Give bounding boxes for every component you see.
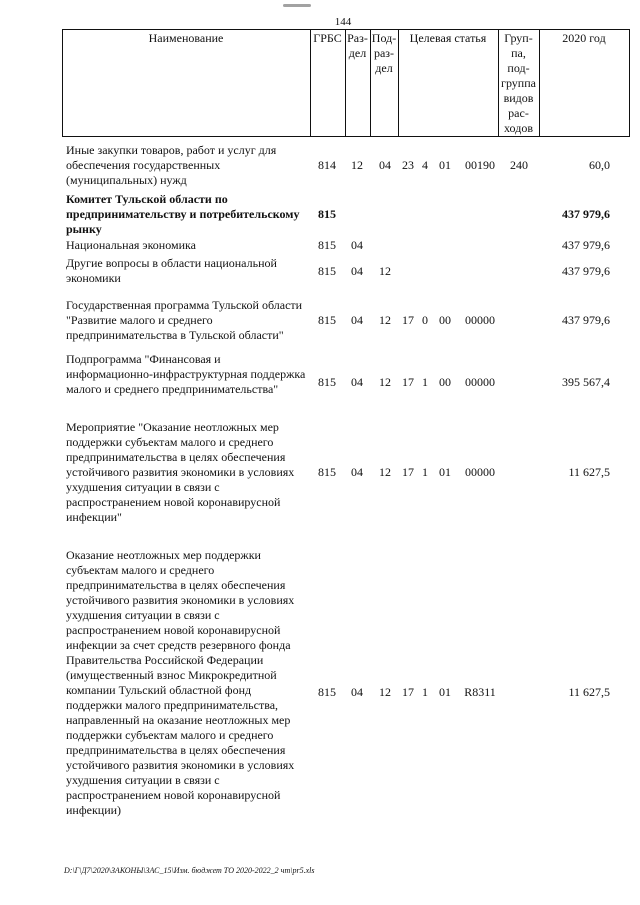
row-grbs: 815 bbox=[318, 313, 336, 327]
row-cs4: 00000 bbox=[465, 313, 495, 327]
row-podrazdel: 12 bbox=[379, 313, 391, 327]
row-cs4: 00190 bbox=[465, 158, 495, 172]
row-sum: 60,0 bbox=[589, 158, 610, 172]
row-cs2: 1 bbox=[422, 465, 428, 479]
row-razdel: 04 bbox=[351, 685, 363, 699]
row-name: Государственная программа Тульской области "Развитие малого и среднего предпринимательства в Тульской области" bbox=[66, 298, 303, 342]
row-cs2: 1 bbox=[422, 685, 428, 699]
row-sum: 11 627,5 bbox=[568, 685, 610, 699]
header-razdel: Раз- дел bbox=[347, 31, 368, 60]
header-year: 2020 год bbox=[562, 31, 606, 45]
row-grbs: 815 bbox=[318, 375, 336, 389]
row-podrazdel: 12 bbox=[379, 465, 391, 479]
row-sum: 437 979,6 bbox=[562, 238, 610, 252]
row-name: Национальная экономика bbox=[66, 238, 196, 252]
row-cs2: 0 bbox=[422, 313, 428, 327]
row-sum: 437 979,6 bbox=[562, 313, 610, 327]
header-celevaya: Целевая статья bbox=[409, 31, 487, 45]
row-podrazdel: 04 bbox=[379, 158, 391, 172]
row-cs3: 00 bbox=[439, 313, 451, 327]
header-gruppa: Груп- па, под- группа видов рас- ходов bbox=[501, 31, 536, 135]
row-razdel: 04 bbox=[351, 465, 363, 479]
row-podrazdel: 12 bbox=[379, 685, 391, 699]
row-name: Иные закупки товаров, работ и услуг для обеспечения государственных (муниципальных) нужд bbox=[66, 143, 277, 187]
header-name: Наименование bbox=[148, 31, 224, 45]
row-sum: 437 979,6 bbox=[562, 264, 610, 278]
row-razdel: 04 bbox=[351, 375, 363, 389]
row-cs3: 01 bbox=[439, 685, 451, 699]
row-gruppa: 240 bbox=[510, 158, 528, 172]
row-cs1: 17 bbox=[402, 685, 414, 699]
row-cs3: 01 bbox=[439, 465, 451, 479]
row-cs4: R8311 bbox=[464, 685, 496, 699]
row-razdel: 12 bbox=[351, 158, 363, 172]
row-name: Подпрограмма "Финансовая и информационно-инфраструктурная поддержка малого и среднего предпринимательства" bbox=[66, 352, 306, 396]
row-sum: 395 567,4 bbox=[562, 375, 610, 389]
row-cs2: 4 bbox=[422, 158, 428, 172]
row-name: Мероприятие "Оказание неотложных мер поддержки субъектам малого и среднего предпринимательства в целях обеспечения устойчивого развития экономики в условиях ухудшения ситуации в связи с распространением новой коронавирусной инфекции" bbox=[66, 420, 295, 524]
row-cs1: 17 bbox=[402, 313, 414, 327]
row-grbs: 815 bbox=[318, 264, 336, 278]
page-number: 144 bbox=[334, 16, 352, 28]
row-grbs: 815 bbox=[318, 238, 336, 252]
row-sum: 11 627,5 bbox=[568, 465, 610, 479]
row-cs3: 01 bbox=[439, 158, 451, 172]
row-grbs: 815 bbox=[318, 685, 336, 699]
row-grbs: 815 bbox=[318, 207, 336, 221]
header-podrazdel: Под- раз- дел bbox=[371, 31, 397, 75]
row-cs2: 1 bbox=[422, 375, 428, 389]
row-razdel: 04 bbox=[351, 238, 363, 252]
table-header bbox=[62, 29, 630, 137]
row-name: Оказание неотложных мер поддержки субъектам малого и среднего предпринимательства в целях обеспечения устойчивого развития экономики в условиях ухудшения ситуации в связи с распространением новой коронавирусной инфекции за счет средств резервного фонда Правительства Российской Федерации (имущественный взнос Микрокредитной компании Тульский областной фонд поддержки малого предпринимательства, направленный на оказание неотложных мер поддержки субъектам малого и среднего предпринимательства в целях обеспечения устойчивого развития экономики в условиях ухудшения ситуации в связи с распространением новой коронавирусной инфекции) bbox=[66, 548, 295, 817]
scan-artifact bbox=[283, 4, 311, 7]
row-cs1: 23 bbox=[402, 158, 414, 172]
header-grbs: ГРБС bbox=[313, 31, 342, 45]
row-name: Другие вопросы в области национальной экономики bbox=[66, 256, 277, 285]
row-razdel: 04 bbox=[351, 313, 363, 327]
row-podrazdel: 12 bbox=[379, 264, 391, 278]
row-podrazdel: 12 bbox=[379, 375, 391, 389]
row-razdel: 04 bbox=[351, 264, 363, 278]
row-sum: 437 979,6 bbox=[562, 207, 610, 221]
row-grbs: 815 bbox=[318, 465, 336, 479]
row-cs3: 00 bbox=[439, 375, 451, 389]
row-grbs: 814 bbox=[318, 158, 336, 172]
row-cs4: 00000 bbox=[465, 375, 495, 389]
row-name: Комитет Тульской области по предпринимательству и потребительскому рынку bbox=[66, 192, 300, 236]
file-path-footer: D:\Г\Д7\2020\ЗАКОНЫ\ЗАС_15\Изм. бюджет ТО 2020-2022_2 чт\pr5.xls bbox=[64, 866, 315, 875]
row-cs4: 00000 bbox=[465, 465, 495, 479]
row-cs1: 17 bbox=[402, 375, 414, 389]
row-cs1: 17 bbox=[402, 465, 414, 479]
